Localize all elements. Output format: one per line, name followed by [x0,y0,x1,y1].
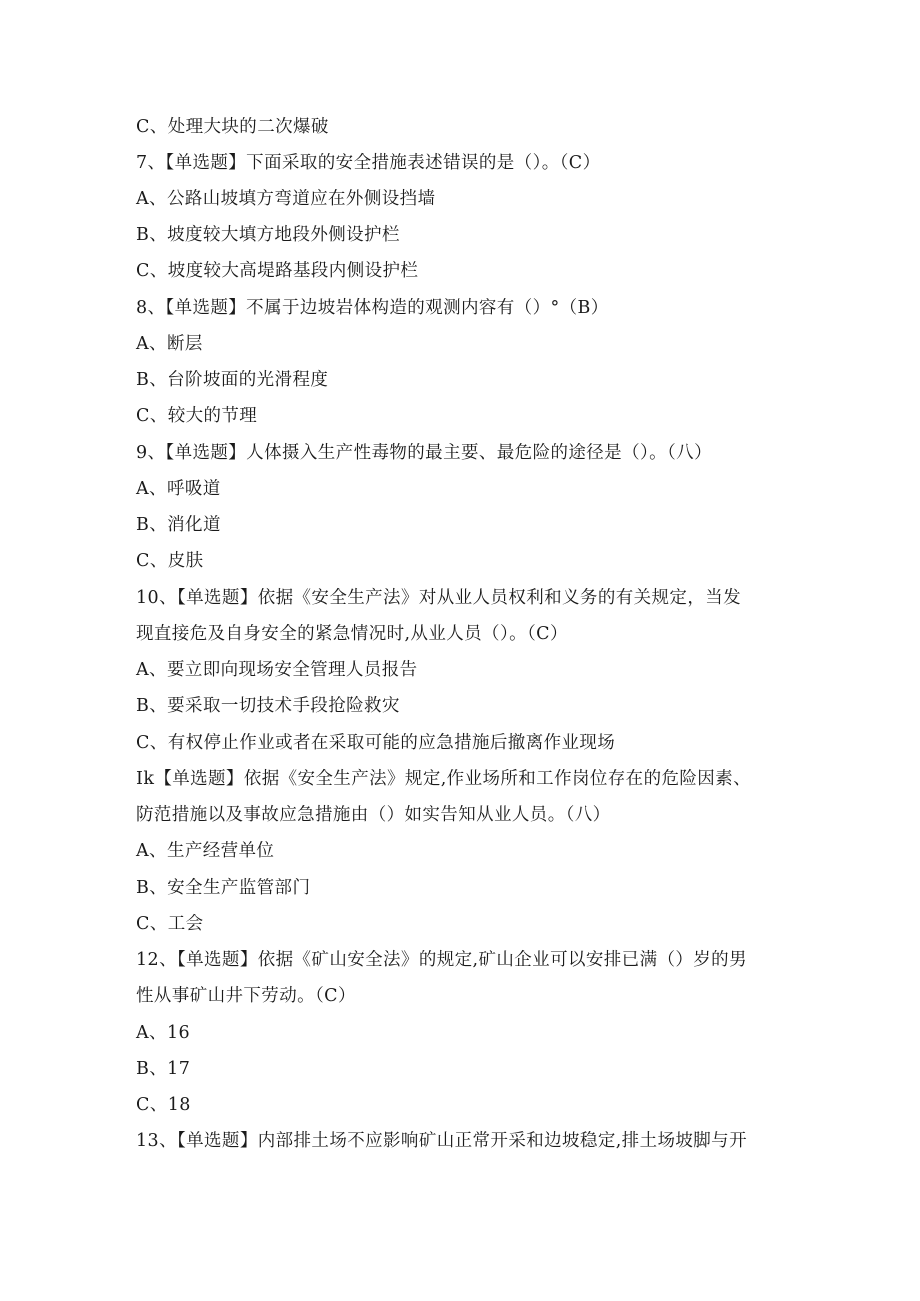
option-b-q8: B、台阶坡面的光滑程度 [136,370,329,390]
option-c-q8: C、较大的节理 [136,406,258,426]
option-c-q9: C、皮肤 [136,551,204,571]
option-c-q11: C、工会 [136,914,204,934]
question-13-line-1: 13、【单选题】内部排土场不应影响矿山正常开采和边坡稳定,排土场坡脚与开 [136,1131,747,1151]
question-11-line-1: Ik【单选题】依据《安全生产法》规定,作业场所和工作岗位存在的危险因素、 [136,769,751,789]
question-11-line-2: 防范措施以及事故应急措施由（）如实告知从业人员。（八） [136,805,611,825]
option-c-q10: C、有权停止作业或者在采取可能的应急措施后撤离作业现场 [136,733,616,753]
option-b-q12: B、17 [136,1059,191,1079]
option-b-q11: B、安全生产监管部门 [136,878,311,898]
option-a-q9: A、呼吸道 [136,479,221,499]
option-c-q12: C、18 [136,1095,191,1115]
option-a-q12: A、16 [136,1023,191,1043]
question-10-line-1: 10、【单选题】依据《安全生产法》对从业人员权利和义务的有关规定，当发 [136,588,742,608]
question-9: 9、【单选题】人体摄入生产性毒物的最主要、最危险的途径是（）。（八） [136,443,712,463]
option-a-q8: A、断层 [136,334,203,354]
question-12-line-2: 性从事矿山井下劳动。（C） [136,986,356,1006]
option-a-q11: A、生产经营单位 [136,841,275,861]
option-b-q9: B、消化道 [136,515,221,535]
question-7: 7、【单选题】下面采取的安全措施表述错误的是（）。（C） [136,153,601,173]
question-8: 8、【单选题】不属于边坡岩体构造的观测内容有（）°（B） [136,298,609,318]
option-c-q6: C、处理大块的二次爆破 [136,117,329,137]
option-c-q7: C、坡度较大高堤路基段内侧设护栏 [136,261,419,281]
question-10-line-2: 现直接危及自身安全的紧急情况时,从业人员（）。（C） [136,624,568,644]
option-a-q7: A、公路山坡填方弯道应在外侧设挡墙 [136,189,436,209]
option-b-q10: B、要采取一切技术手段抢险救灾 [136,696,400,716]
question-12-line-1: 12、【单选题】依据《矿山安全法》的规定,矿山企业可以安排已满（）岁的男 [136,950,747,970]
option-a-q10: A、要立即向现场安全管理人员报告 [136,660,418,680]
option-b-q7: B、坡度较大填方地段外侧设护栏 [136,225,400,245]
